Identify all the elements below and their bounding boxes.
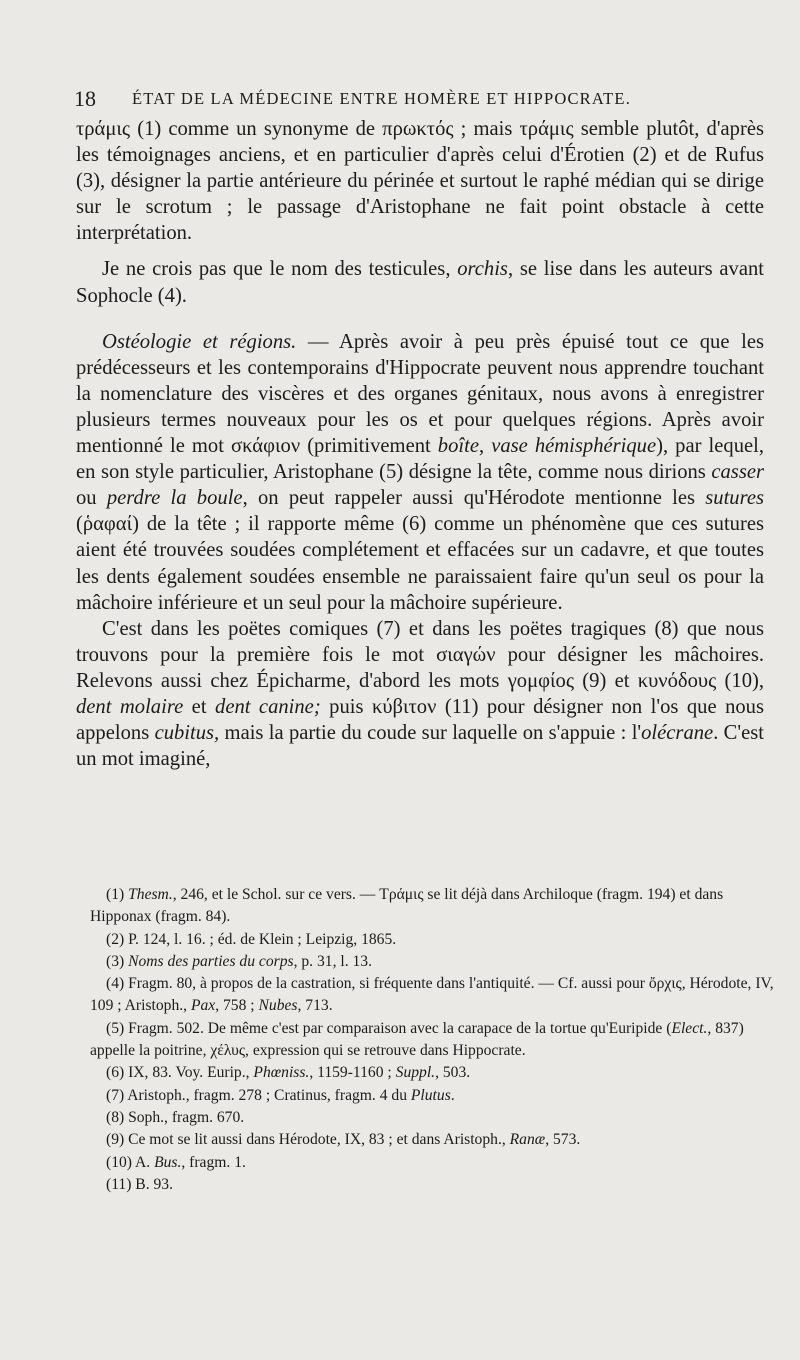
italic-term: orchis <box>457 258 508 281</box>
footnote-5 <box>90 1018 780 1063</box>
italic-term: Suppl. <box>395 1064 436 1082</box>
text-run: ou <box>76 487 107 510</box>
text-run: , 503. <box>435 1064 471 1082</box>
italic-term: dent molaire <box>76 695 184 718</box>
text-run: ), par lequel, en son style particulier, Aristophane (5) désigne la tête, comme nous dirions <box>76 435 764 484</box>
text-run: , 573. <box>545 1131 581 1149</box>
italic-term: boîte <box>437 435 479 458</box>
paragraph-1 <box>76 116 764 246</box>
italic-term: Phœniss. <box>253 1064 310 1082</box>
text-run: , 246, et le Schol. sur ce vers. — Τράμις se lit déjà dans Archiloque (fragm. 194) et dans Hipponax (fragm. 84). <box>90 886 724 926</box>
text-run: , se lise dans les auteurs avant Sophocle (4). <box>76 258 765 307</box>
italic-term: Thesm. <box>128 886 173 903</box>
text-run: , 713. <box>297 997 333 1015</box>
footnote-3 <box>90 951 780 973</box>
section-heading: Ostéologie et régions. <box>102 330 297 353</box>
text-run: , on peut rappeler aussi qu'Hérodote mentionne les <box>242 487 706 510</box>
text-run: , 837) appelle la poitrine, χέλυς, expression qui se retrouve dans Hippocrate. <box>90 1019 744 1060</box>
footnote-10 <box>90 1152 780 1174</box>
text-run: C'est dans les poëtes comiques (7) et dans les poëtes tragiques (8) que nous trouvons pour la première fois le mot σιαγών pour désigner les mâchoires. Relevons aussi chez Épicharme, d'abord les mots γομφίος (9) et κυνόδους (10), <box>76 617 764 692</box>
page-header <box>74 84 674 114</box>
text-run: (6) IX, 83. Voy. Eurip., <box>106 1064 254 1082</box>
footnote-7 <box>90 1085 780 1107</box>
main-text <box>76 116 764 772</box>
text-run: — Après avoir à peu près épuisé tout ce que les prédécesseurs et les contemporains d'Hippocrate peuvent nous apprendre touchant la nomenclature des viscères et des organes génitaux, nous avons à enregistrer plusieurs termes nouveaux pour les os et pour quelques régions. Après avoir mentionné le mot σκάφιον (primitivement <box>76 330 764 458</box>
text-run: (4) Fragm. 80, à propos de la castration, si fréquente dans l'antiquité. — Cf. aussi pour ὄρχις, Hérodote, IV, 109 ; Aristoph., <box>90 975 774 1015</box>
footnote-1 <box>90 884 780 929</box>
italic-term: Nubes <box>258 997 298 1015</box>
italic-term: dent canine; <box>215 695 321 718</box>
text-run: mais la partie du coude sur laquelle on s'appuie : l' <box>219 722 642 745</box>
italic-term: Plutus <box>410 1086 451 1104</box>
text-run: Je ne crois pas que le nom des testicules, <box>102 258 458 281</box>
paragraph-2 <box>76 256 764 308</box>
text-run: , <box>478 435 492 458</box>
text-run: (1) <box>106 886 129 903</box>
footnote-11 <box>90 1174 780 1196</box>
footnote-6 <box>90 1062 780 1084</box>
paragraph-1-text: τράμις (1) comme un synonyme de πρωκτός ; mais τράμις semble plutôt, d'après les témoignages anciens, et en particulier d'après celui d'Érotien (2) et de Rufus (3), désigner la partie antérieure du périnée et surtout le raphé médian qui se dirige sur le scrotum ; le passage d'Aristophane ne fait point obstacle à cette interprétation. <box>76 118 764 245</box>
text-run: (2) P. 124, l. 16. ; éd. de Klein ; Leipzig, 1865. <box>106 930 397 948</box>
text-run: , 1159-1160 ; <box>309 1064 396 1082</box>
text-run: , fragm. 1. <box>181 1153 246 1171</box>
running-title: ÉTAT DE LA MÉDECINE ENTRE HOMÈRE ET HIPPOCRATE. <box>132 89 632 108</box>
text-run: . <box>450 1086 455 1104</box>
footnote-2 <box>90 929 780 951</box>
italic-term: Noms des parties du corps <box>128 952 294 970</box>
footnote-8 <box>90 1107 780 1129</box>
italic-term: cubitus, <box>154 722 220 745</box>
text-run: (8) Soph., fragm. 670. <box>106 1108 245 1126</box>
text-run: (7) Aristoph., fragm. 278 ; Cratinus, fragm. 4 du <box>106 1086 411 1104</box>
italic-term: olécrane <box>641 722 714 745</box>
text-run: (10) A. <box>106 1153 155 1171</box>
text-run: puis κύβιτον (11) pour désigner non l'os que nous appelons <box>76 695 764 745</box>
italic-term: casser <box>711 461 764 484</box>
text-run: (11) B. 93. <box>106 1175 173 1193</box>
text-run: (5) Fragm. 502. De même c'est par comparaison avec la carapace de la tortue qu'Euripide ( <box>106 1019 672 1037</box>
italic-term: Elect. <box>671 1019 708 1037</box>
italic-term: Pax <box>190 997 216 1015</box>
page-number: 18 <box>74 86 96 111</box>
italic-term: Ranæ <box>509 1131 546 1149</box>
italic-term: vase hémisphérique <box>491 435 657 458</box>
text-run: (3) <box>106 952 129 970</box>
italic-term: Bus. <box>154 1153 182 1171</box>
footnotes <box>90 884 780 1196</box>
paragraph-3 <box>76 329 764 616</box>
footnote-4 <box>90 973 780 1018</box>
text-run: (ῥαφαί) de la tête ; il rapporte même (6) comme un phénomène que ces sutures aient été trouvées soudées complétement et effacées sur un cadavre, et que toutes les dents également soudées ensemble ne paraissaient faire qu'un seul os pour la mâchoire inférieure et un seul pour la mâchoire supérieure. <box>76 513 764 614</box>
paragraph-4 <box>76 616 764 773</box>
footnote-9 <box>90 1129 780 1151</box>
text-run: et <box>183 695 216 718</box>
text-run: , p. 31, l. 13. <box>293 952 372 970</box>
text-run: , 758 ; <box>215 997 259 1015</box>
italic-term: sutures <box>705 487 764 510</box>
text-run: (9) Ce mot se lit aussi dans Hérodote, IX, 83 ; et dans Aristoph., <box>106 1131 510 1149</box>
text-run: . C'est un mot imaginé, <box>76 722 765 771</box>
italic-term: perdre la boule <box>106 487 243 510</box>
